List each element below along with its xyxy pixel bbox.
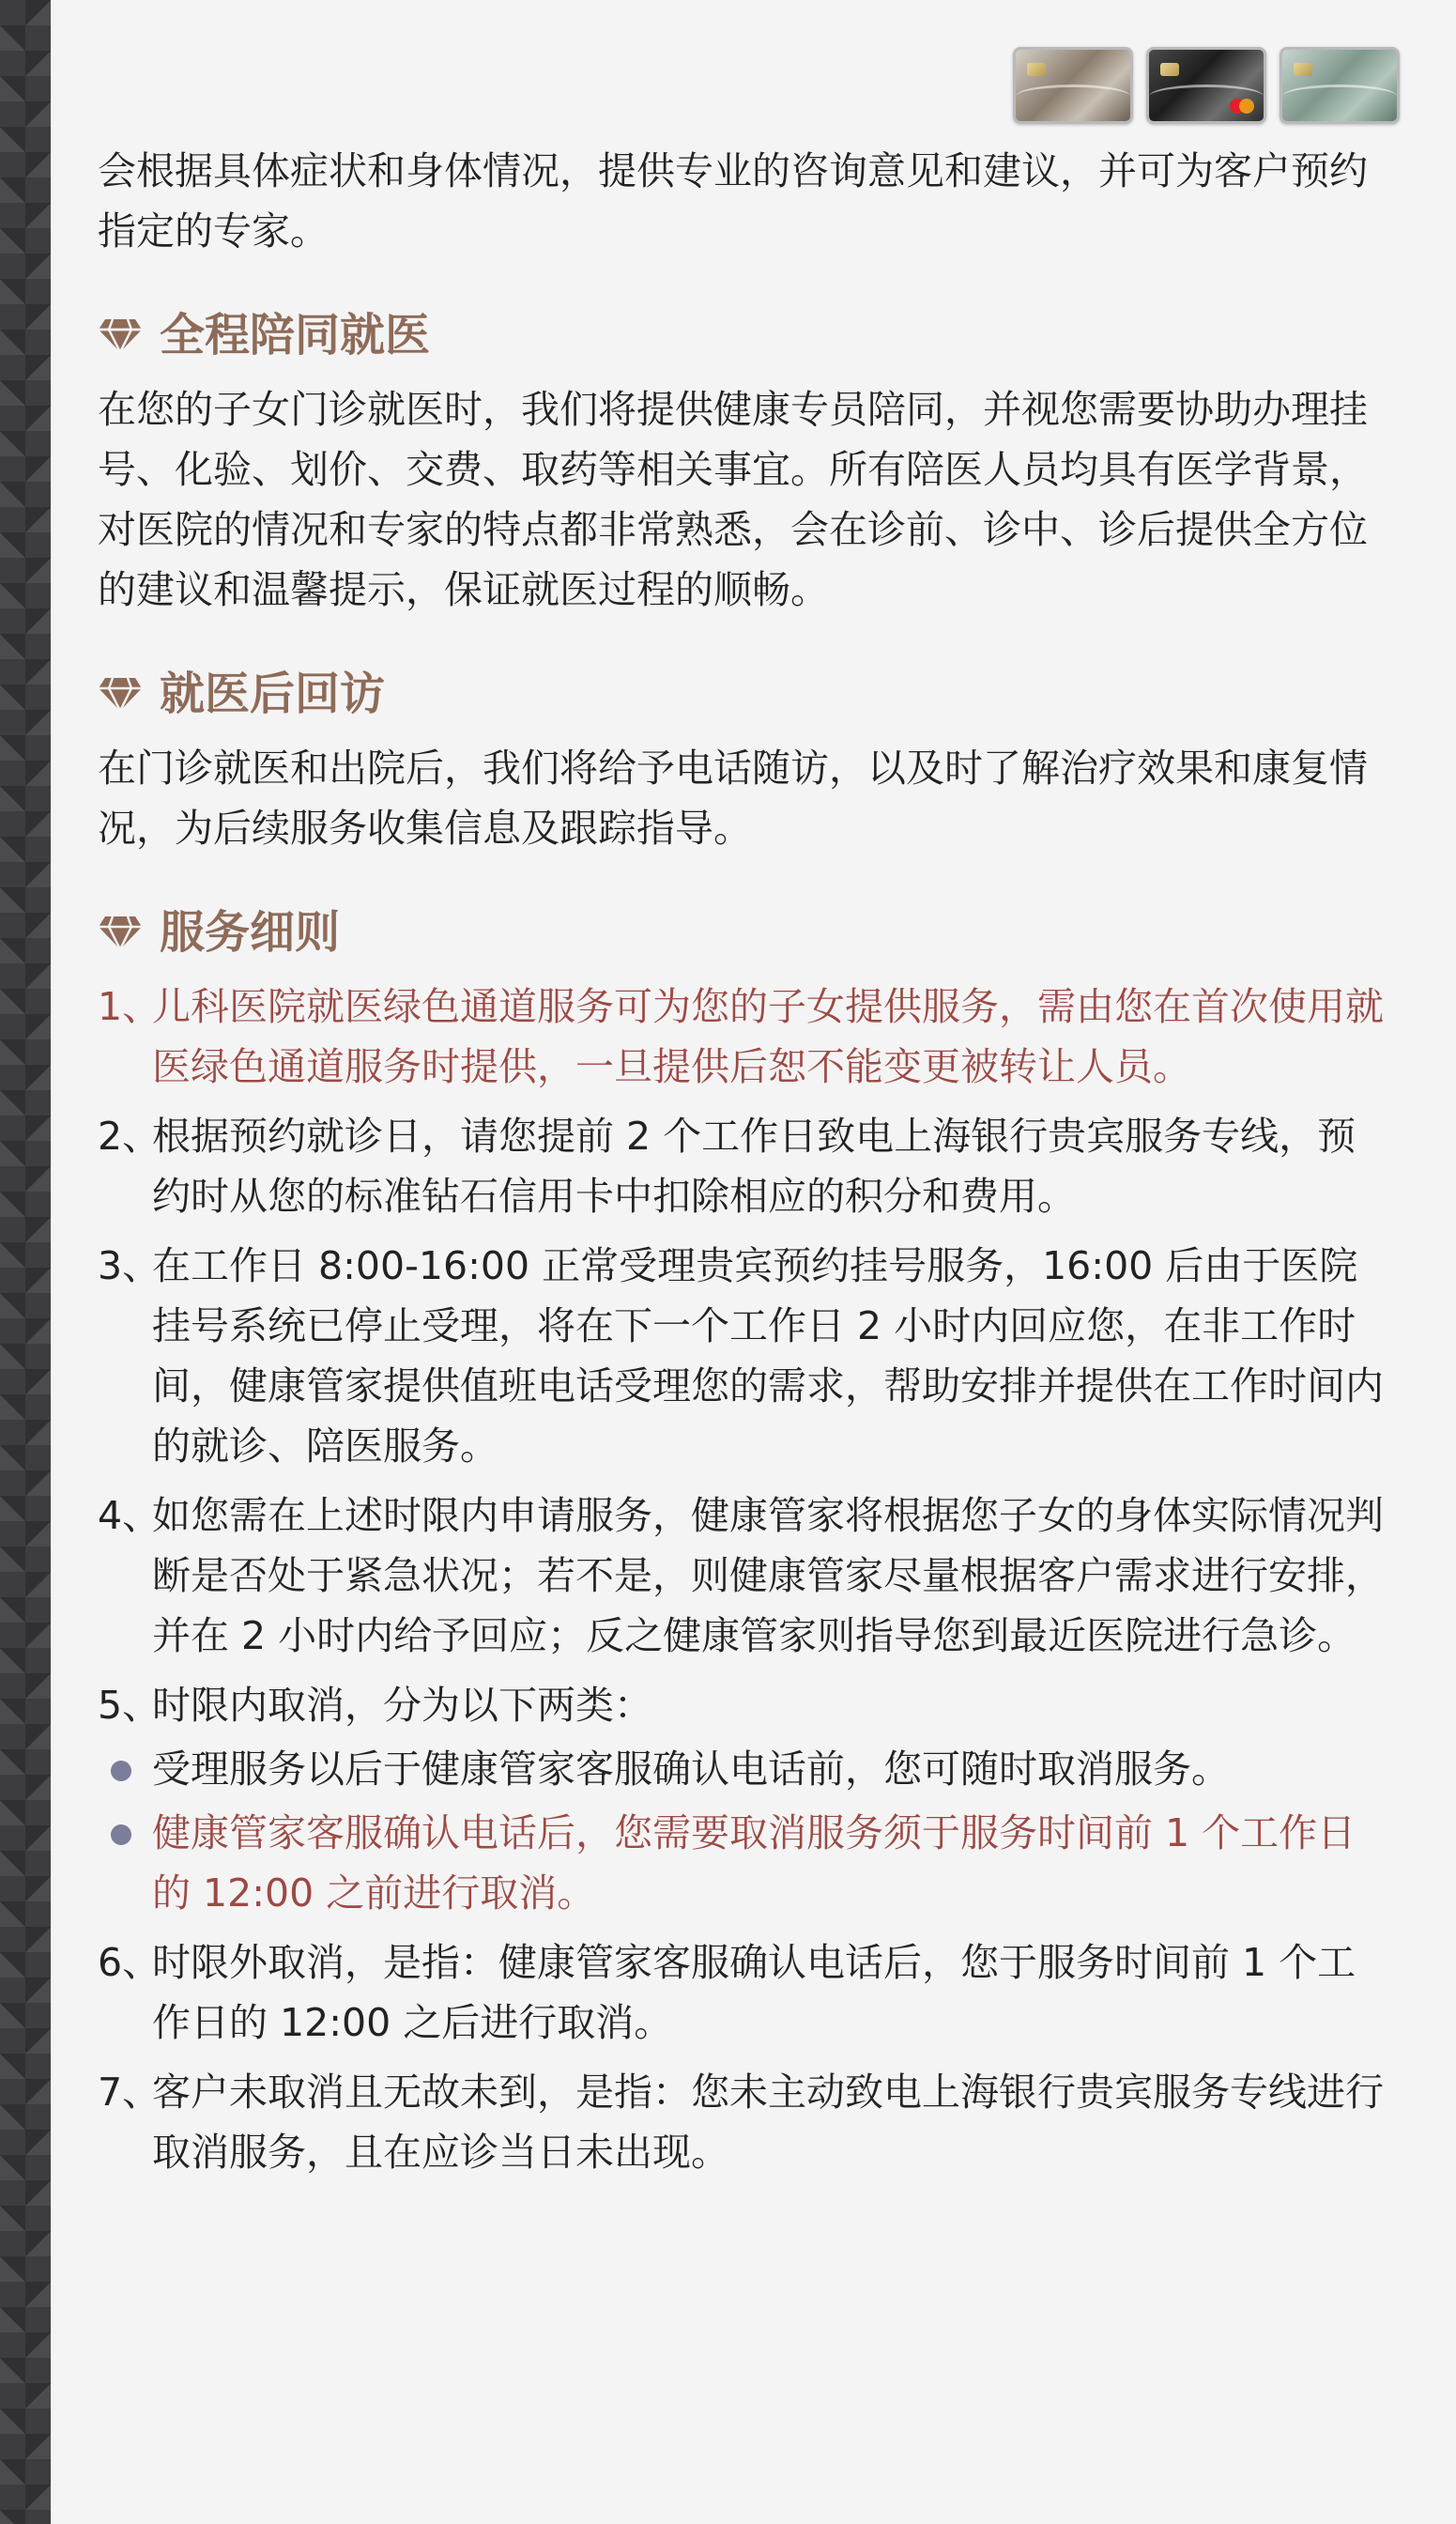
rule-item-1 xyxy=(98,977,1393,1097)
rule-text: 时限内取消，分为以下两类： xyxy=(152,1683,652,1728)
decorative-side-strip xyxy=(0,0,51,2524)
rule-item-4 xyxy=(98,1485,1393,1666)
rule-text: 客户未取消且无故未到，是指：您未主动致电上海银行贵宾服务专线进行取消服务，且在应诊当日未出现。 xyxy=(152,2070,1384,2175)
section-body-escort: 在您的子女门诊就医时，我们将提供健康专员陪同，并视您需要协助办理挂号、化验、划价、交费、取药等相关事宜。所有陪医人员均具有医学背景，对医院的情况和专家的特点都非常熟悉，会在诊前、诊中、诊后提供全方位的建议和温馨提示，保证就医过程的顺畅。 xyxy=(98,387,1368,612)
rule-number: 6、 xyxy=(98,1940,161,1985)
cancel-bullet-item xyxy=(98,1739,1393,1799)
bullet-dot-icon xyxy=(111,1761,131,1781)
rule-item-2 xyxy=(98,1106,1393,1226)
rule-item-7 xyxy=(98,2062,1393,2182)
rule-number: 1、 xyxy=(98,984,161,1029)
rule-number: 2、 xyxy=(98,1114,161,1159)
section-title-text: 全程陪同就医 xyxy=(160,309,431,362)
intro-paragraph: 会根据具体症状和身体情况，提供专业的咨询意见和建议，并可为客户预约指定的专家。 xyxy=(98,148,1368,254)
credit-card-icon xyxy=(1280,47,1400,124)
rule-text: 时限外取消，是指：健康管家客服确认电话后，您于服务时间前 1 个工作日的 12:00 之后进行取消。 xyxy=(152,1940,1356,2045)
card-chip-icon xyxy=(1027,63,1046,76)
rule-number: 4、 xyxy=(98,1493,161,1538)
diamond-icon xyxy=(98,915,143,950)
section-title-escort xyxy=(98,302,1393,368)
rule-text: 在工作日 8:00-16:00 正常受理贵宾预约挂号服务，16:00 后由于医院挂号系统已停止受理，将在下一个工作日 2 小时内回应您，在非工作时间，健康管家提供值班电话受理您的需求，帮助安排并提供在工作时间内的就诊、陪医服务。 xyxy=(152,1243,1384,1469)
card-network-logo-icon xyxy=(1230,99,1254,114)
credit-card-icon xyxy=(1013,47,1133,124)
rule-text: 如您需在上述时限内申请服务，健康管家将根据您子女的身体实际情况判断是否处于紧急状况；若不是，则健康管家尽量根据客户需求进行安排，并在 2 小时内给予回应；反之健康管家则指导您到最近医院进行急诊。 xyxy=(152,1493,1384,1658)
rule-item-5 xyxy=(98,1675,1393,1735)
section-title-text: 就医后回访 xyxy=(160,668,386,720)
section-body-followup: 在门诊就医和出院后，我们将给予电话随访，以及时了解治疗效果和康复情况，为后续服务收集信息及跟踪指导。 xyxy=(98,746,1368,851)
credit-card-icon xyxy=(1146,47,1266,124)
card-chip-icon xyxy=(1294,63,1312,76)
rule-text: 根据预约就诊日，请您提前 2 个工作日致电上海银行贵宾服务专线，预约时从您的标准钻石信用卡中扣除相应的积分和费用。 xyxy=(152,1114,1356,1219)
rule-item-3 xyxy=(98,1236,1393,1476)
card-chip-icon xyxy=(1160,63,1179,76)
diamond-icon xyxy=(98,317,143,353)
rule-number: 5、 xyxy=(98,1683,161,1728)
diamond-icon xyxy=(98,676,143,712)
rule-number: 7、 xyxy=(98,2070,161,2115)
bullet-text: 受理服务以后于健康管家客服确认电话前，您可随时取消服务。 xyxy=(152,1747,1230,1792)
section-title-followup xyxy=(98,661,1393,727)
rule-number: 3、 xyxy=(98,1243,161,1288)
section-title-rules xyxy=(98,900,1393,965)
rule-item-6 xyxy=(98,1932,1393,2053)
rules-list xyxy=(98,977,1393,2182)
rule-text: 儿科医院就医绿色通道服务可为您的子女提供服务，需由您在首次使用就医绿色通道服务时提供，一旦提供后恕不能变更被转让人员。 xyxy=(152,984,1384,1089)
card-bridge-icon xyxy=(1282,85,1397,108)
card-bridge-icon xyxy=(1016,85,1130,108)
section-title-text: 服务细则 xyxy=(160,906,341,959)
bullet-dot-icon xyxy=(111,1824,131,1845)
credit-card-images xyxy=(1013,47,1400,124)
document-content xyxy=(98,141,1393,2182)
cancel-bullet-item xyxy=(98,1803,1393,1923)
bullet-text: 健康管家客服确认电话后，您需要取消服务须于服务时间前 1 个工作日的 12:00 之前进行取消。 xyxy=(152,1810,1356,1916)
